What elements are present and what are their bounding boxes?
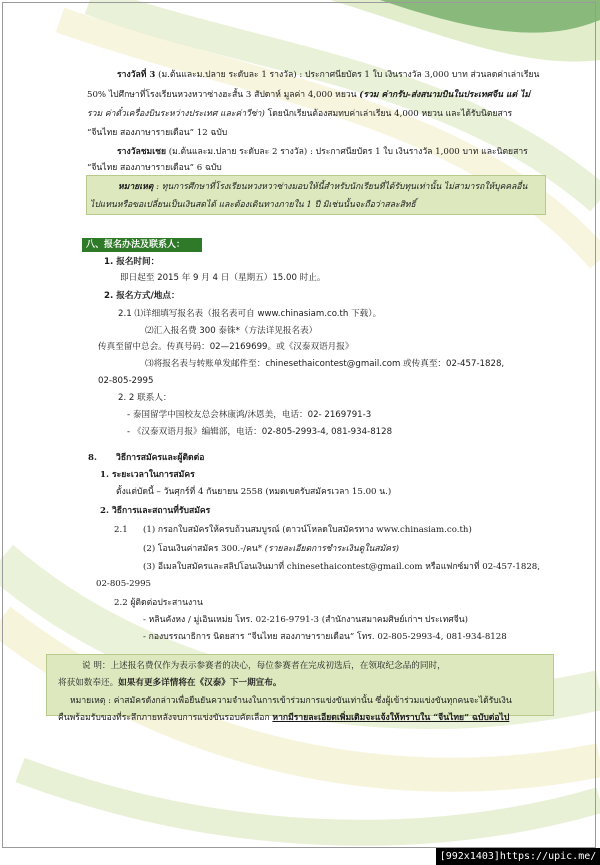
- th-method-4: 02-805-2995: [96, 579, 152, 589]
- prize3-emphasis: รวม ค่าตั๋วเครื่องบินระหว่างประเทศ และค่าวีซ่า): [87, 109, 265, 119]
- bottom-note-cn-text: 上述报名费仅作为表示参赛者的决心，每位参赛者在完成初选后，在领取纪念品的同时，: [110, 661, 446, 671]
- cn-time-title: 1. 报名时间：: [104, 257, 160, 267]
- th-method-title: 2. วิธีการและสถานที่รับสมัคร: [100, 506, 211, 516]
- cn-contact-title: 2. 2 联系人：: [118, 393, 172, 403]
- prize-note-line-1: [118, 181, 527, 193]
- cn-method-5: 02-805-2995: [98, 376, 154, 386]
- bottom-note-cn-text: 将获如数奉还。: [58, 678, 119, 688]
- cn-contact-1: - 泰国留学中国校友总会林康鸿/沐恩美，电话：02- 2169791-3: [127, 410, 372, 420]
- prize3-line-3: [87, 108, 512, 120]
- cn-method-4: ⑶将报名表与转账单发邮件至：chinesethaicontest@gmail.com 或传真至：02-457-1828,: [145, 359, 505, 369]
- bottom-note-th-label: หมายเหตุ: [70, 696, 106, 706]
- bottom-note-th-text: : ค่าสมัครดังกล่าวเพื่อยืนยันความจำนงในการเข้าร่วมการแข่งขันเท่านั้น ซึ่งผู้เข้าร่วมแข่งขันทุกคนจะได้รับเงิน: [105, 696, 512, 706]
- prize3-text: (ม.ต้นและม.ปลาย ระดับละ 1 รางวัล) : ประกาศนียบัตร 1 ใบ เงินรางวัล 3,000 บาท ส่วนลดค่าเล่าเรียน: [155, 70, 540, 80]
- bottom-note-th-bold: หากมีรายละเอียดเพิ่มเติมจะแจ้งให้ทราบใน “จีนไทย” ฉบับต่อไป: [272, 713, 510, 723]
- consolation-text: (ม.ต้นและม.ปลาย ระดับละ 2 รางวัล) : ประกาศนียบัตร 1 ใบ เงินรางวัล 1,000 บาท และนิตยสาร: [166, 147, 528, 157]
- cn-method-1: 2.1 ⑴详细填写报名表（报名表可自 www.chinasiam.co.th 下载）。: [118, 309, 382, 319]
- th-method-2: [143, 543, 399, 555]
- th-method-2-detail: (รายละเอียดการชำระเงินดูในสมัคร): [264, 544, 399, 554]
- bottom-note-th-line-2: [58, 712, 509, 724]
- note-text: : ทุนการศึกษาที่โรงเรียนหวงหวาซ่างมอบให้นี้สำหรับนักเรียนที่ได้รับทุนเท่านั้น ไม่สามารถให้บุคคลอื่น: [153, 182, 528, 192]
- prize-note-line-2: ไปแทนหรือขอเปลี่ยนเป็นเงินสดได้ และต้องเดินทางภายใน 1 ปี มิเช่นนั้นจะถือว่าสละสิทธิ์: [90, 200, 416, 210]
- th-section-number: 8.: [88, 453, 97, 463]
- th-contact-title: 2.2 ผู้ติดต่อประสานงาน: [114, 598, 203, 608]
- bottom-note-cn-line-2: [58, 677, 281, 689]
- th-method-1: (1) กรอกใบสมัครให้ครบถ้วนสมบูรณ์ (ดาวน์โหลดใบสมัครทาง www.chinasiam.co.th): [143, 525, 472, 535]
- bottom-note-th-text: คืนพร้อมรับของที่ระลึกภายหลังจบการแข่งขันรอบคัดเลือก: [58, 713, 273, 723]
- prize3-emphasis: (รวม ค่ากรับ-ส่งสนามบินในประเทศจีน แต่ ไม่: [359, 90, 531, 100]
- note-label: หมายเหตุ: [118, 182, 154, 192]
- prize3-line-2: [87, 89, 530, 101]
- section-8-header: 八、报名办法及联系人：: [82, 238, 202, 252]
- prize3-text: โดยนักเรียนต้องสมทบค่าเล่าเรียน 4,000 หยวน และได้รับนิตยสาร: [264, 109, 513, 119]
- cn-contact-2: - 《汉泰双语月报》编辑部，电话：02-805-2993-4, 081-934-8128: [127, 427, 393, 437]
- consolation-label: รางวัลชมเชย: [117, 147, 167, 157]
- cn-method-2: ⑵汇入报名费 300 泰铢*（方法详见报名表）: [145, 326, 318, 336]
- bottom-note-cn-line-1: [82, 660, 446, 672]
- consolation-line-1: [117, 146, 528, 158]
- th-method-3: (3) อีเมลใบสมัครและสลิปโอนเงินมาที่ chinesethaicontest@gmail.com หรือแฟกซ์มาที่ 02-457-1828,: [143, 562, 540, 572]
- bottom-note-th-line-1: [70, 695, 512, 707]
- prize3-label: รางวัลที่ 3: [117, 70, 156, 80]
- th-contact-2: - กองบรรณาธิการ นิตยสาร “จีนไทย สองภาษารายเดือน” โทร. 02-805-2993-4, 081-934-8128: [143, 632, 507, 642]
- cn-method-3: 传真至留中总会。传真号码：02—2169699。或《汉泰双语月报》: [98, 342, 354, 352]
- th-time-title: 1. ระยะเวลาในการสมัคร: [100, 470, 195, 480]
- th-contact-1: - หลินคังหง / มู่เอินเหม่ย โทร. 02-216-9791-3 (สำนักงานสมาคมศิษย์เก่าฯ ประเทศจีน): [143, 615, 468, 625]
- th-method-number: 2.1: [114, 525, 128, 535]
- prize3-line-4: “จีนไทย สองภาษารายเดือน” 12 ฉบับ: [87, 128, 228, 138]
- bottom-note-cn-bold: 如果有更多详情将在《汉泰》下一期宣布。: [118, 678, 282, 688]
- consolation-line-2: “จีนไทย สองภาษารายเดือน” 6 ฉบับ: [87, 163, 222, 173]
- cn-method-title: 2. 报名方式/地点：: [104, 291, 180, 301]
- bottom-note-cn-label: 说 明：: [82, 661, 111, 671]
- image-watermark: [992x1403]https://upic.me/: [436, 848, 600, 865]
- prize3-line-1: [117, 69, 539, 81]
- th-method-2-text: (2) โอนเงินค่าสมัคร 300.-/คน*: [143, 544, 265, 554]
- th-time-text: ตั้งแต่บัดนี้ – วันศุกร์ที่ 4 กันยายน 2558 (หมดเขตรับสมัครเวลา 15.00 น.): [116, 487, 392, 497]
- cn-time-text: 即日起至 2015 年 9 月 4 日（星期五）15.00 时止。: [120, 273, 326, 283]
- prize3-text: 50% ไปศึกษาที่โรงเรียนหวงหวาซ่างฮะสั้น 3 สัปดาห์ มูลค่า 4,000 หยวน: [87, 90, 360, 100]
- th-section-header: วิธีการสมัครและผู้ติดต่อ: [116, 453, 205, 463]
